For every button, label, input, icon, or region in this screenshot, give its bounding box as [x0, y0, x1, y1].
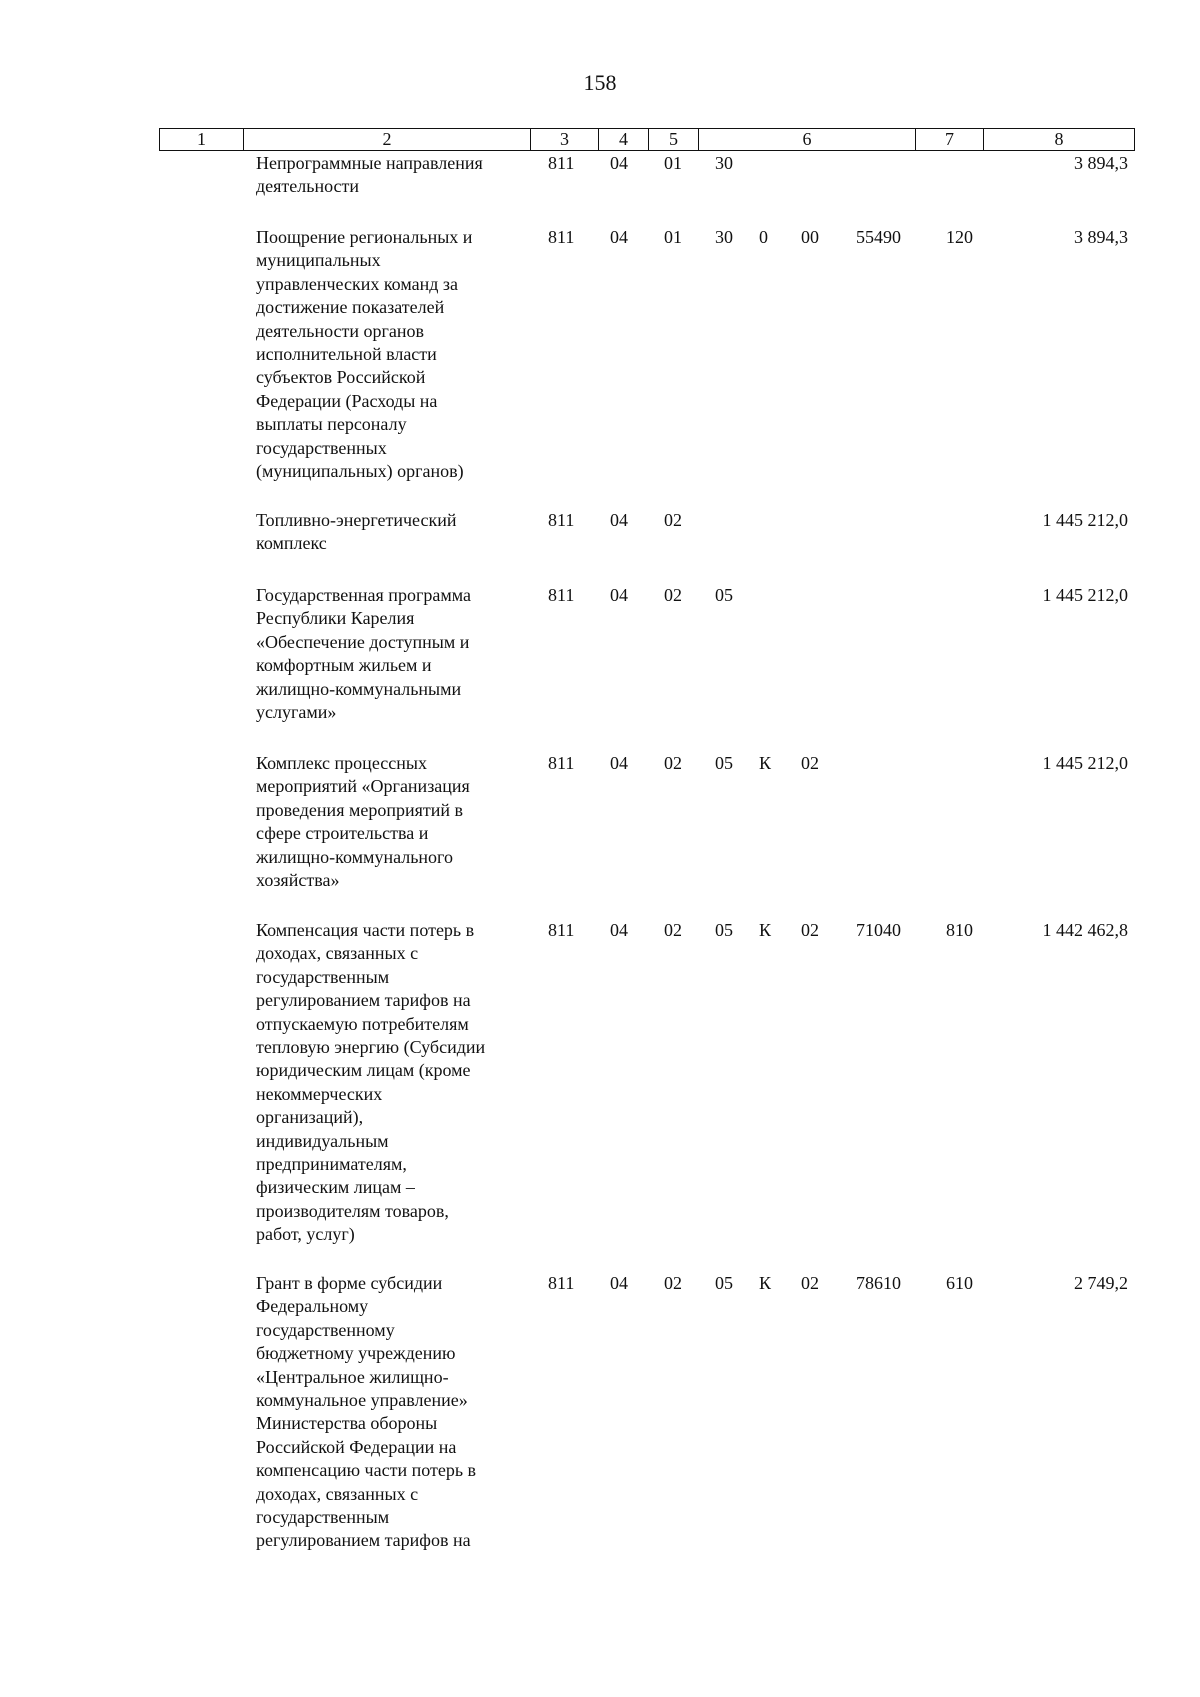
row-name: [256, 1272, 526, 1553]
row-direction: 71040: [856, 920, 901, 940]
row-name: [256, 919, 526, 1247]
row-subprogram: К: [759, 1273, 772, 1293]
row-program: 30: [715, 153, 733, 173]
row-name-line: доходах, связанных с: [256, 943, 419, 964]
row-name-line: проведения мероприятий в: [256, 799, 464, 820]
row-name-line: организаций),: [256, 1107, 364, 1128]
row-section: 04: [610, 510, 628, 530]
row-subprogram: К: [759, 753, 772, 773]
row-name-line: Компенсация части потерь в: [256, 920, 475, 940]
row-section: 04: [610, 753, 628, 773]
row-subsection: 01: [664, 227, 682, 247]
row-program: 05: [715, 753, 733, 773]
row-name-line: государственным: [256, 1507, 390, 1528]
row-code: 811: [548, 227, 575, 247]
row-name-line: жилищно-коммунального: [256, 846, 453, 867]
row-event: 02: [801, 920, 819, 940]
row-name-line: управленческих команд за: [256, 273, 458, 294]
row-code: 811: [548, 585, 575, 605]
row-subsection: 02: [664, 585, 682, 605]
row-name-line: комфортным жильем и: [256, 655, 432, 676]
row-name-line: государственных: [256, 437, 387, 458]
row-name: [256, 152, 526, 199]
row-name-line: тепловую энергию (Субсидии: [256, 1037, 486, 1058]
row-name-line: субъектов Российской: [256, 367, 426, 388]
row-sum: 2 749,2: [1074, 1273, 1128, 1293]
row-section: 04: [610, 227, 628, 247]
row-name-line: Министерства обороны: [256, 1413, 438, 1434]
row-program: 05: [715, 585, 733, 605]
row-name-line: деятельности органов: [256, 320, 425, 341]
row-name-line: Комплекс процессных: [256, 753, 427, 773]
row-name-line: выплаты персоналу: [256, 414, 407, 435]
row-name-line: муниципальных: [256, 250, 381, 271]
row-name: [256, 752, 526, 892]
row-name-line: отпускаемую потребителям: [256, 1013, 469, 1034]
row-sum: 1 445 212,0: [1042, 585, 1128, 605]
row-code: 811: [548, 153, 575, 173]
header-col-5: 5: [649, 129, 699, 150]
row-name-line: хозяйства»: [256, 870, 340, 891]
row-subprogram: К: [759, 920, 772, 940]
row-sum: 3 894,3: [1074, 227, 1128, 247]
page-number: 158: [583, 70, 617, 95]
row-name-line: достижение показателей: [256, 297, 445, 318]
row-name-line: Республики Карелия: [256, 608, 415, 629]
row-name-line: Государственная программа: [256, 585, 471, 605]
row-sum: 3 894,3: [1074, 153, 1128, 173]
row-sum: 1 442 462,8: [1042, 920, 1128, 940]
row-name-line: индивидуальным: [256, 1130, 389, 1151]
row-name-line: Федеральному: [256, 1296, 369, 1317]
row-name-line: производителям товаров,: [256, 1200, 449, 1221]
row-program: 05: [715, 920, 733, 940]
row-name-line: сфере строительства и: [256, 823, 429, 844]
row-name-line: Федерации (Расходы на: [256, 390, 438, 411]
row-direction: 78610: [856, 1273, 901, 1293]
row-expense-type: 120: [946, 227, 973, 247]
row-expense-type: 810: [946, 920, 973, 940]
row-program: 30: [715, 227, 733, 247]
row-name-line: Топливно-энергетический: [256, 510, 457, 530]
row-name-line: «Центральное жилищно-: [256, 1366, 449, 1387]
row-section: 04: [610, 920, 628, 940]
row-name-line: мероприятий «Организация: [256, 776, 470, 797]
row-name-line: работ, услуг): [256, 1224, 355, 1245]
header-col-1: 1: [160, 129, 244, 150]
row-subsection: 02: [664, 753, 682, 773]
row-name-line: Поощрение региональных и: [256, 227, 473, 247]
row-program: 05: [715, 1273, 733, 1293]
header-col-3: 3: [531, 129, 599, 150]
row-name-line: регулированием тарифов на: [256, 1530, 471, 1551]
row-name-line: исполнительной власти: [256, 344, 437, 365]
row-event: 02: [801, 1273, 819, 1293]
row-name: [256, 584, 526, 724]
row-name-line: физическим лицам –: [256, 1177, 415, 1198]
row-name-line: «Обеспечение доступным и: [256, 631, 470, 652]
row-event: 00: [801, 227, 819, 247]
row-sum: 1 445 212,0: [1042, 753, 1128, 773]
row-name: [256, 509, 526, 556]
row-subsection: 02: [664, 920, 682, 940]
row-name-line: жилищно-коммунальными: [256, 678, 462, 699]
row-sum: 1 445 212,0: [1042, 510, 1128, 530]
row-name-line: компенсацию части потерь в: [256, 1460, 477, 1481]
row-code: 811: [548, 920, 575, 940]
row-name-line: Российской Федерации на: [256, 1436, 457, 1457]
row-code: 811: [548, 1273, 575, 1293]
row-subsection: 01: [664, 153, 682, 173]
row-name-line: услугами»: [256, 702, 337, 723]
row-direction: 55490: [856, 227, 901, 247]
row-name-line: деятельности: [256, 176, 360, 197]
header-col-2: 2: [244, 129, 531, 150]
row-expense-type: 610: [946, 1273, 973, 1293]
row-name-line: коммунальное управление»: [256, 1390, 468, 1411]
header-col-8: 8: [1054, 129, 1064, 149]
row-code: 811: [548, 753, 575, 773]
table-header: [159, 128, 1135, 151]
row-name-line: Непрограммные направления: [256, 153, 483, 173]
row-event: 02: [801, 753, 819, 773]
header-col-4: 4: [599, 129, 649, 150]
row-name-line: (муниципальных) органов): [256, 461, 464, 482]
row-name-line: государственным: [256, 966, 390, 987]
row-name-line: комплекс: [256, 533, 327, 554]
row-section: 04: [610, 153, 628, 173]
header-col-6: 6: [699, 129, 916, 150]
row-name-line: бюджетному учреждению: [256, 1343, 456, 1364]
row-name-line: юридическим лицам (кроме: [256, 1060, 471, 1081]
header-col-7: 7: [916, 129, 984, 150]
row-subprogram: 0: [759, 227, 768, 247]
row-section: 04: [610, 585, 628, 605]
row-name-line: Грант в форме субсидии: [256, 1273, 443, 1293]
row-name-line: некоммерческих: [256, 1083, 383, 1104]
row-section: 04: [610, 1273, 628, 1293]
row-name-line: доходах, связанных с: [256, 1483, 419, 1504]
row-subsection: 02: [664, 1273, 682, 1293]
row-name-line: предпринимателям,: [256, 1154, 407, 1175]
row-name-line: государственному: [256, 1319, 395, 1340]
row-subsection: 02: [664, 510, 682, 530]
row-name: [256, 226, 526, 483]
row-name-line: регулированием тарифов на: [256, 990, 471, 1011]
row-code: 811: [548, 510, 575, 530]
